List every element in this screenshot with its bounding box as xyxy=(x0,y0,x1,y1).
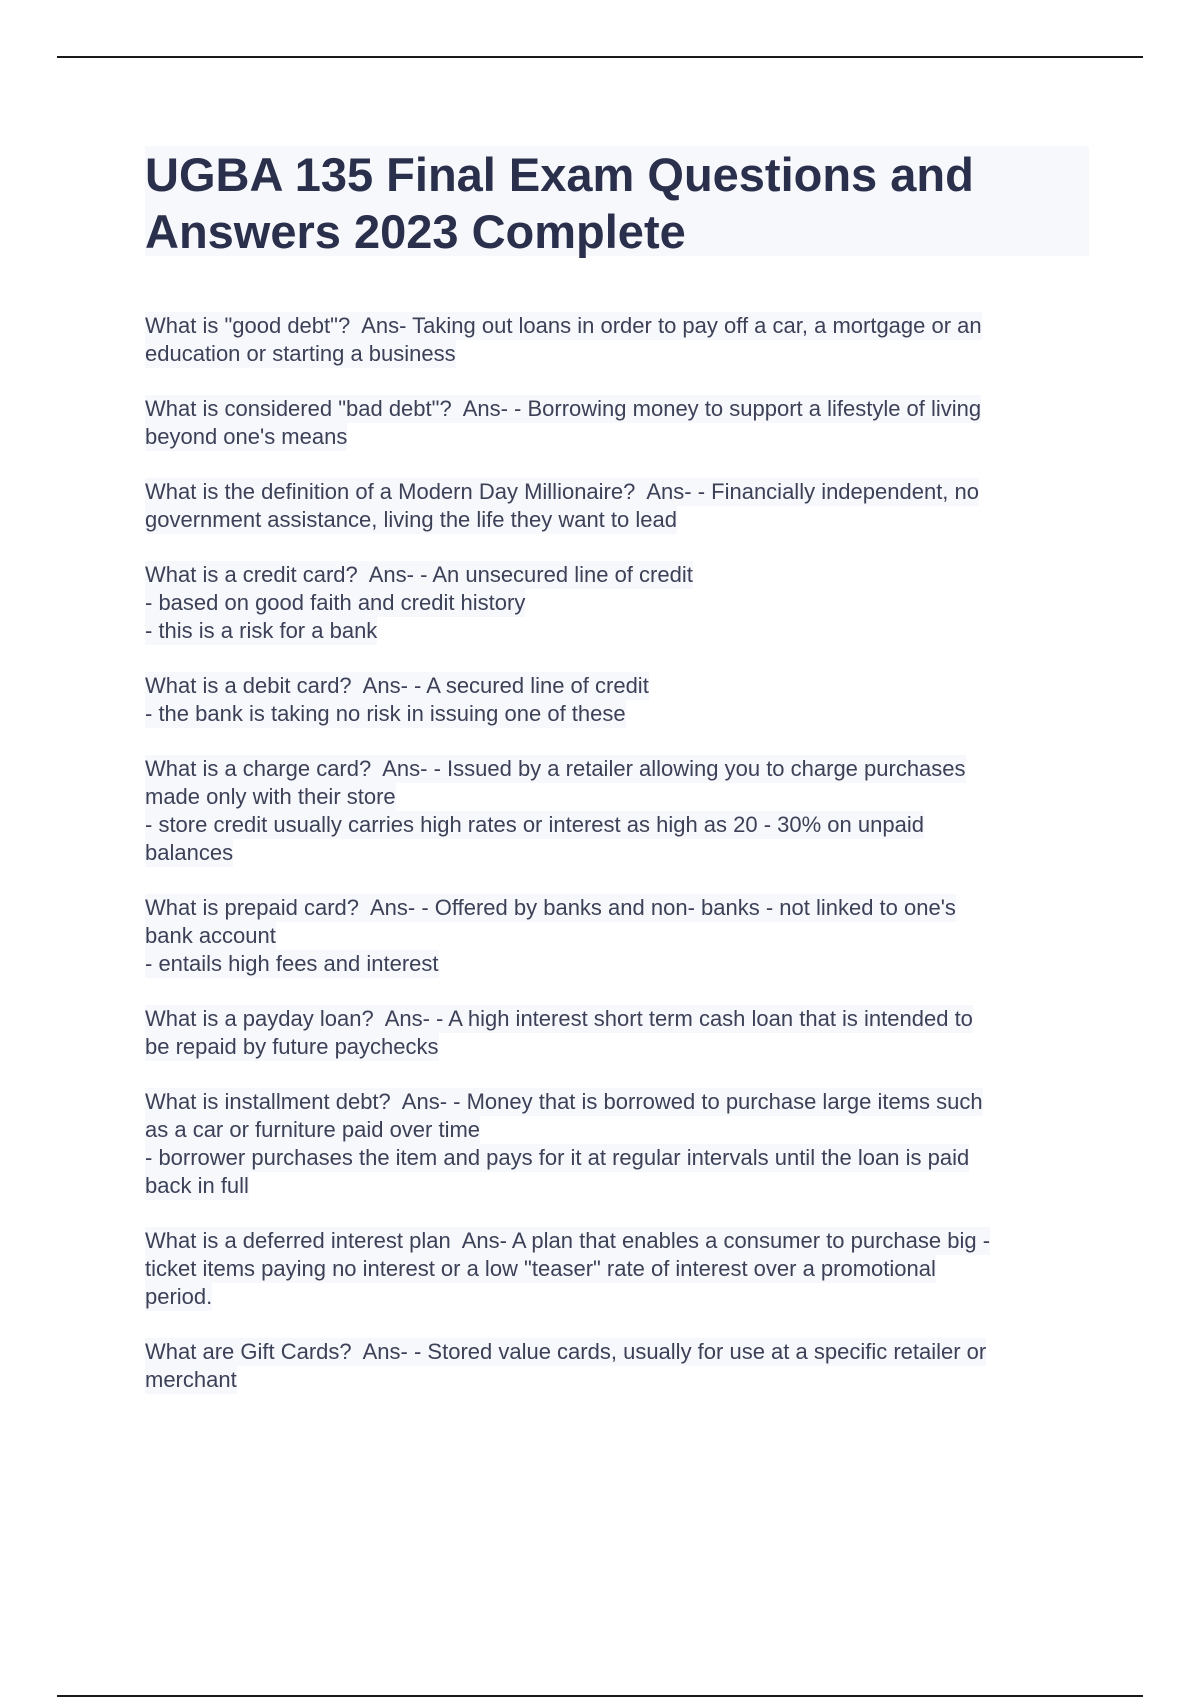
qa-item xyxy=(145,561,1085,645)
title-line: UGBA 135 Final Exam Questions and xyxy=(145,148,974,201)
top-rule xyxy=(57,56,1143,58)
qa-line: - store credit usually carries high rates or interest as high as 20 - 30% on unpaid xyxy=(145,812,924,837)
qa-line: beyond one's means xyxy=(145,424,348,449)
qa-line: merchant xyxy=(145,1367,237,1392)
qa-line: What is a credit card? Ans- - An unsecured line of credit xyxy=(145,562,693,587)
qa-item xyxy=(145,478,1085,534)
qa-item xyxy=(145,312,1085,368)
bottom-rule xyxy=(57,1695,1143,1697)
qa-line: - entails high fees and interest xyxy=(145,951,439,976)
qa-line: What is prepaid card? Ans- - Offered by banks and non- banks - not linked to one's xyxy=(145,895,956,920)
qa-line: made only with their store xyxy=(145,784,396,809)
qa-line: - based on good faith and credit history xyxy=(145,590,526,615)
qa-item xyxy=(145,755,1085,867)
qa-line: as a car or furniture paid over time xyxy=(145,1117,481,1142)
qa-line: - borrower purchases the item and pays for it at regular intervals until the loan is paid xyxy=(145,1145,970,1170)
qa-item xyxy=(145,894,1085,978)
qa-item xyxy=(145,1005,1085,1061)
qa-line: - this is a risk for a bank xyxy=(145,618,378,643)
qa-item xyxy=(145,672,1085,728)
qa-list xyxy=(145,312,1085,1421)
qa-item xyxy=(145,395,1085,451)
qa-line: be repaid by future paychecks xyxy=(145,1034,439,1059)
qa-line: What is a charge card? Ans- - Issued by a retailer allowing you to charge purchases xyxy=(145,756,966,781)
qa-item xyxy=(145,1088,1085,1200)
qa-line: bank account xyxy=(145,923,276,948)
qa-line: What is a payday loan? Ans- - A high interest short term cash loan that is intended to xyxy=(145,1006,973,1031)
title-block xyxy=(145,146,1089,256)
title-line: Answers 2023 Complete xyxy=(145,205,686,258)
qa-line: period. xyxy=(145,1284,213,1309)
qa-line: What is considered "bad debt"? Ans- - Borrowing money to support a lifestyle of living xyxy=(145,396,982,421)
qa-line: - the bank is taking no risk in issuing one of these xyxy=(145,701,626,726)
qa-line: What is a deferred interest plan Ans- A plan that enables a consumer to purchase big - xyxy=(145,1228,991,1253)
qa-item xyxy=(145,1338,1085,1394)
qa-line: What are Gift Cards? Ans- - Stored value cards, usually for use at a specific retailer or xyxy=(145,1339,987,1364)
qa-line: back in full xyxy=(145,1173,249,1198)
qa-item xyxy=(145,1227,1085,1311)
qa-line: education or starting a business xyxy=(145,341,456,366)
qa-line: What is "good debt"? Ans- Taking out loans in order to pay off a car, a mortgage or an xyxy=(145,313,982,338)
qa-line: government assistance, living the life they want to lead xyxy=(145,507,677,532)
qa-line: ticket items paying no interest or a low "teaser" rate of interest over a promotional xyxy=(145,1256,936,1281)
qa-line: What is installment debt? Ans- - Money that is borrowed to purchase large items such xyxy=(145,1089,983,1114)
qa-line: What is the definition of a Modern Day Millionaire? Ans- - Financially independent, no xyxy=(145,479,980,504)
qa-line: What is a debit card? Ans- - A secured line of credit xyxy=(145,673,649,698)
document-title xyxy=(145,146,1089,260)
qa-line: balances xyxy=(145,840,234,865)
